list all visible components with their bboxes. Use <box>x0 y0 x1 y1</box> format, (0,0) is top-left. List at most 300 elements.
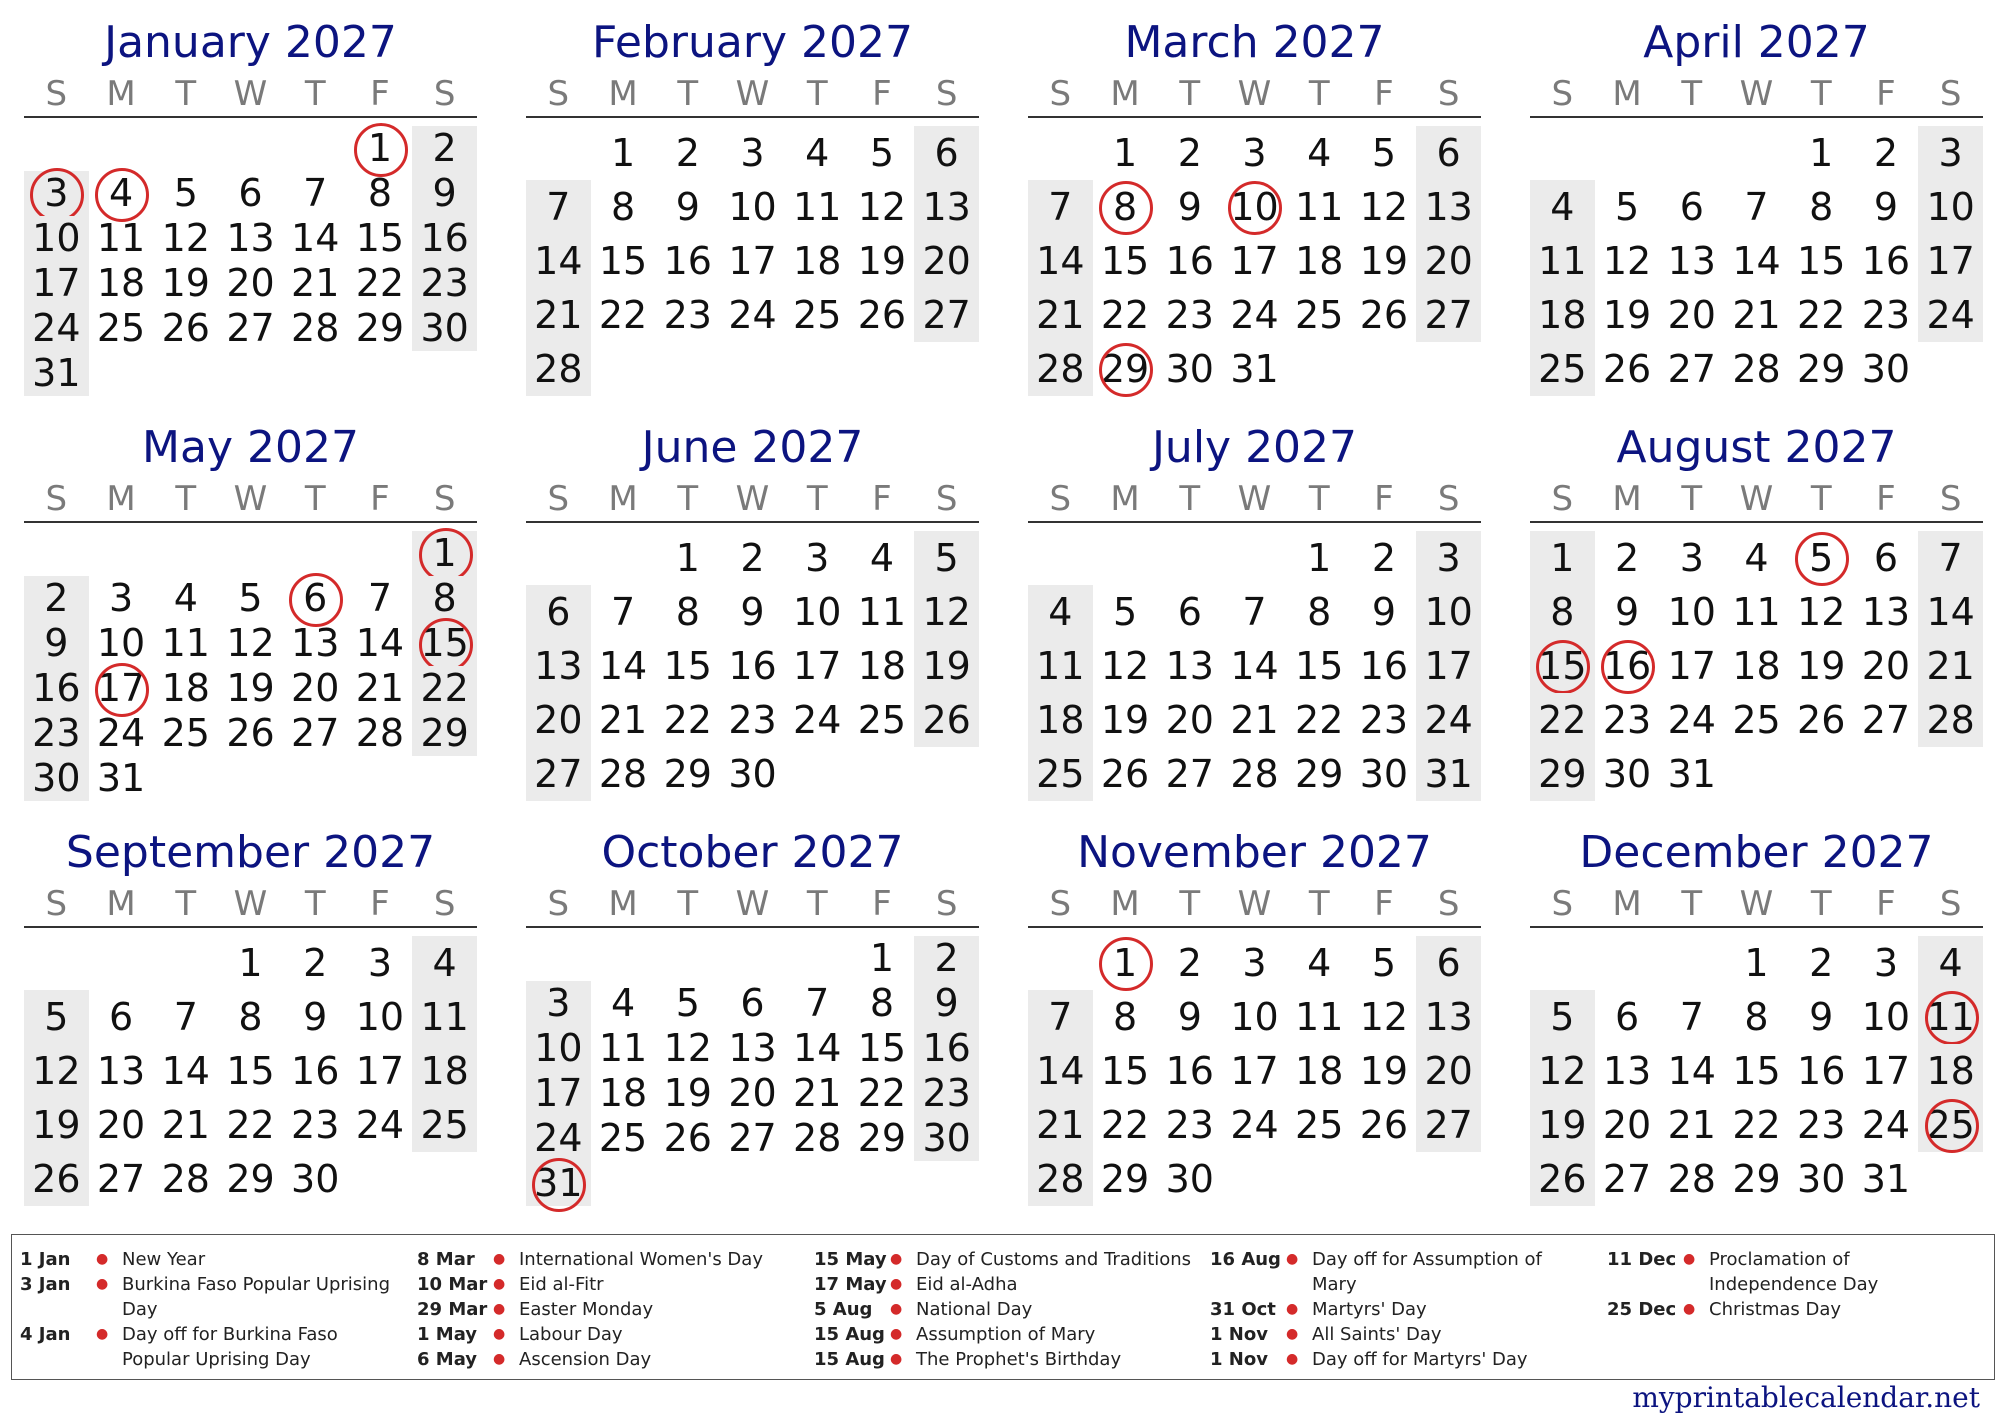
day-cell: 12 <box>226 621 275 665</box>
day-cell: 29 <box>857 1116 907 1160</box>
day-cell: 19 <box>1359 1049 1409 1093</box>
day-cell: 20 <box>1602 1103 1652 1147</box>
legend-column <box>1607 1247 1977 1322</box>
empty-cell <box>1416 1152 1481 1206</box>
month-title: August 2027 <box>1616 422 1897 473</box>
day-cell: 18 <box>793 239 842 283</box>
weekday-label: W <box>735 884 770 924</box>
empty-cell <box>850 342 915 396</box>
day-cell: 24 <box>728 293 777 337</box>
empty-cell <box>1595 936 1660 990</box>
day-cell: 21 <box>1732 293 1781 337</box>
day-cell: 29 <box>663 752 712 796</box>
day-cell: 25 <box>1295 293 1344 337</box>
day-cell: 8 <box>1307 590 1332 634</box>
day-cell: 15 <box>1295 644 1344 688</box>
empty-cell <box>785 747 850 801</box>
day-cell: 9 <box>914 981 979 1026</box>
weekday-label: M <box>1110 884 1140 924</box>
legend-holiday-name: Assumption of Mary <box>916 1324 1096 1345</box>
day-cell: 18 <box>161 666 210 710</box>
weekday-label: S <box>1437 479 1460 519</box>
day-cell: 14 <box>1028 1044 1093 1098</box>
empty-cell <box>283 756 348 801</box>
weekday-label: T <box>1308 479 1330 519</box>
holiday-day-cell: 3 <box>24 171 89 216</box>
legend-date: 15 May <box>814 1249 887 1270</box>
day-cell: 8 <box>869 981 895 1025</box>
day-cell: 9 <box>1371 590 1397 634</box>
month-title: March 2027 <box>1124 17 1385 68</box>
day-cell: 16 <box>1861 239 1911 283</box>
empty-cell <box>283 126 348 171</box>
empty-cell <box>24 531 89 576</box>
day-cell: 5 <box>1530 990 1595 1044</box>
day-cell: 7 <box>1679 995 1704 1039</box>
weekday-label: S <box>547 479 570 519</box>
empty-cell <box>1659 936 1724 990</box>
weekday-label: S <box>1551 74 1574 114</box>
day-cell: 27 <box>291 711 340 755</box>
day-cell: 24 <box>793 698 842 742</box>
day-cell: 14 <box>161 1049 210 1093</box>
day-cell: 21 <box>1028 1098 1093 1152</box>
day-cell: 1 <box>610 131 636 175</box>
day-cell: 15 <box>857 1026 907 1070</box>
weekday-label: T <box>304 884 326 924</box>
day-cell: 9 <box>1177 185 1202 229</box>
legend-item <box>417 1347 797 1372</box>
day-cell: 14 <box>793 1026 842 1070</box>
day-cell: 19 <box>1602 293 1652 337</box>
day-cell: 2 <box>1177 941 1202 985</box>
day-cell: 16 <box>412 216 477 261</box>
weekday-label: W <box>1237 74 1272 114</box>
month-title: May 2027 <box>142 422 359 473</box>
day-cell: 5 <box>24 990 89 1044</box>
day-cell: 13 <box>1416 180 1481 234</box>
day-cell: 13 <box>1165 644 1214 688</box>
day-cell: 12 <box>1530 1044 1595 1098</box>
day-cell: 25 <box>1530 342 1595 396</box>
day-cell: 13 <box>526 639 591 693</box>
weekday-label: W <box>233 74 268 114</box>
empty-cell <box>1352 342 1417 396</box>
day-cell: 13 <box>96 1049 146 1093</box>
day-cell: 1 <box>675 536 700 580</box>
day-cell: 6 <box>914 126 979 180</box>
weekday-label: T <box>304 74 326 114</box>
day-cell: 15 <box>1100 1049 1150 1093</box>
day-cell: 19 <box>1530 1098 1595 1152</box>
legend-holiday-name: Day of Customs and Traditions <box>916 1249 1192 1270</box>
day-cell: 22 <box>226 1103 275 1147</box>
legend-date: 6 May <box>417 1349 478 1370</box>
bullet-icon: ● <box>493 1301 506 1317</box>
day-cell: 15 <box>355 216 405 260</box>
weekday-label: F <box>872 74 892 114</box>
day-cell: 20 <box>1667 293 1716 337</box>
day-cell: 19 <box>226 666 275 710</box>
day-cell: 3 <box>108 576 134 620</box>
day-cell: 10 <box>355 995 405 1039</box>
day-cell: 6 <box>1416 936 1481 990</box>
weekday-label: T <box>677 74 699 114</box>
day-cell: 15 <box>1732 1049 1781 1093</box>
day-cell: 11 <box>412 990 477 1044</box>
day-cell: 29 <box>1797 347 1846 391</box>
day-cell: 11 <box>1732 590 1781 634</box>
day-cell: 15 <box>226 1049 275 1093</box>
weekday-header-row <box>1530 72 1983 118</box>
legend-date: 15 Aug <box>814 1349 885 1370</box>
day-grid <box>1028 936 1481 1206</box>
weekday-header-row <box>1530 882 1983 928</box>
day-cell: 11 <box>793 185 842 229</box>
weekday-header-row <box>526 72 979 118</box>
day-cell: 10 <box>96 621 146 665</box>
day-cell: 8 <box>238 995 263 1039</box>
day-cell: 27 <box>1861 698 1911 742</box>
empty-cell <box>914 747 979 801</box>
weekday-label: M <box>608 884 638 924</box>
day-cell: 9 <box>412 171 477 216</box>
day-cell: 27 <box>728 1116 777 1160</box>
day-cell: 6 <box>1614 995 1640 1039</box>
day-cell: 26 <box>914 693 979 747</box>
day-cell: 20 <box>1861 644 1911 688</box>
day-cell: 3 <box>1416 531 1481 585</box>
day-cell: 27 <box>914 288 979 342</box>
bullet-icon: ● <box>493 1276 506 1292</box>
day-cell: 24 <box>1667 698 1716 742</box>
day-cell: 4 <box>1744 536 1769 580</box>
day-cell: 21 <box>161 1103 210 1147</box>
month-title: September 2027 <box>65 827 436 878</box>
legend-date: 25 Dec <box>1607 1299 1677 1320</box>
legend-date: 8 Mar <box>417 1249 475 1270</box>
legend-holiday-name: Eid al-Adha <box>916 1274 1018 1295</box>
weekday-label: W <box>233 884 268 924</box>
day-cell: 27 <box>526 747 591 801</box>
day-cell: 17 <box>24 261 89 306</box>
legend-date: 15 Aug <box>814 1324 885 1345</box>
legend-holiday-name: All Saints' Day <box>1312 1324 1442 1345</box>
empty-cell <box>526 531 591 585</box>
weekday-label: T <box>677 479 699 519</box>
day-cell: 25 <box>1295 1103 1344 1147</box>
day-cell: 5 <box>675 981 700 1025</box>
weekday-header-row <box>24 882 477 928</box>
legend-item <box>417 1297 797 1322</box>
day-cell: 31 <box>1861 1157 1911 1201</box>
day-cell: 28 <box>1230 752 1279 796</box>
day-cell: 16 <box>24 666 89 711</box>
legend-item <box>20 1272 400 1322</box>
day-cell: 25 <box>857 698 907 742</box>
bullet-icon: ● <box>493 1251 506 1267</box>
day-cell: 6 <box>238 171 263 215</box>
day-cell: 12 <box>161 216 210 260</box>
legend-holiday-name: Christmas Day <box>1709 1299 1842 1320</box>
day-cell: 2 <box>1614 536 1640 580</box>
day-cell: 10 <box>793 590 842 634</box>
day-cell: 7 <box>610 590 636 634</box>
day-cell: 17 <box>728 239 777 283</box>
weekday-header-row <box>1028 477 1481 523</box>
day-cell: 13 <box>1416 990 1481 1044</box>
day-cell: 7 <box>1242 590 1267 634</box>
empty-cell <box>153 351 218 396</box>
day-cell: 20 <box>728 1071 777 1115</box>
weekday-label: F <box>872 479 892 519</box>
legend-holiday-name: Day off for Assumption of Mary <box>1312 1249 1542 1295</box>
day-cell: 14 <box>355 621 405 665</box>
day-cell: 21 <box>1918 639 1983 693</box>
day-cell: 29 <box>1530 747 1595 801</box>
holiday-day-cell: 5 <box>1789 531 1854 585</box>
legend-holiday-name: New Year <box>122 1249 206 1270</box>
bullet-icon: ● <box>890 1276 903 1292</box>
day-cell: 9 <box>1177 995 1202 1039</box>
legend-date: 1 May <box>417 1324 478 1345</box>
empty-cell <box>1595 126 1660 180</box>
weekday-label: T <box>1308 74 1330 114</box>
day-cell: 27 <box>96 1157 146 1201</box>
day-cell: 12 <box>857 185 907 229</box>
empty-cell <box>348 531 413 576</box>
holiday-day-cell: 6 <box>283 576 348 621</box>
day-cell: 24 <box>1230 1103 1279 1147</box>
day-cell: 25 <box>161 711 210 755</box>
day-cell: 16 <box>1797 1049 1846 1093</box>
day-cell: 27 <box>1416 288 1481 342</box>
empty-cell <box>1530 936 1595 990</box>
day-cell: 25 <box>1028 747 1093 801</box>
legend-holiday-name: Burkina Faso Popular Uprising Day <box>122 1274 391 1320</box>
day-cell: 18 <box>1918 1044 1983 1098</box>
day-cell: 5 <box>173 171 198 215</box>
day-cell: 22 <box>412 666 477 711</box>
day-cell: 5 <box>914 531 979 585</box>
day-cell: 29 <box>1295 752 1344 796</box>
legend-holiday-name: Labour Day <box>519 1324 623 1345</box>
day-cell: 8 <box>610 185 636 229</box>
legend-date: 1 Nov <box>1210 1349 1268 1370</box>
day-cell: 18 <box>1295 239 1344 283</box>
day-cell: 17 <box>526 1071 591 1116</box>
day-cell: 5 <box>1112 590 1138 634</box>
weekday-label: S <box>935 74 958 114</box>
legend-holiday-name: Martyrs' Day <box>1312 1299 1427 1320</box>
day-cell: 9 <box>675 185 700 229</box>
day-cell: 4 <box>412 936 477 990</box>
day-cell: 7 <box>173 995 198 1039</box>
day-cell: 19 <box>914 639 979 693</box>
day-cell: 22 <box>1797 293 1846 337</box>
day-cell: 7 <box>805 981 830 1025</box>
legend-date: 4 Jan <box>20 1324 71 1345</box>
day-cell: 13 <box>226 216 275 260</box>
holiday-day-cell: 15 <box>412 621 477 666</box>
weekday-header-row <box>526 882 979 928</box>
empty-cell <box>526 126 591 180</box>
day-cell: 26 <box>161 306 210 350</box>
day-cell: 25 <box>598 1116 648 1160</box>
empty-cell <box>153 936 218 990</box>
empty-cell <box>1028 126 1093 180</box>
day-cell: 30 <box>1602 752 1652 796</box>
day-cell: 30 <box>1359 752 1409 796</box>
day-cell: 9 <box>1809 995 1834 1039</box>
day-cell: 31 <box>1416 747 1481 801</box>
day-cell: 10 <box>526 1026 591 1071</box>
empty-cell <box>591 1161 656 1206</box>
month-title: December 2027 <box>1579 827 1934 878</box>
empty-cell <box>283 351 348 396</box>
weekday-label: F <box>1876 884 1896 924</box>
day-cell: 7 <box>303 171 328 215</box>
day-cell: 27 <box>1165 752 1214 796</box>
day-cell: 10 <box>1230 995 1279 1039</box>
empty-cell <box>1918 747 1983 801</box>
day-cell: 26 <box>663 1116 712 1160</box>
weekday-label: M <box>1612 884 1642 924</box>
month-title: October 2027 <box>601 827 904 878</box>
weekday-label: T <box>175 74 197 114</box>
holiday-legend <box>11 1234 1995 1380</box>
day-cell: 1 <box>1744 941 1769 985</box>
day-cell: 23 <box>24 711 89 756</box>
legend-item <box>1210 1247 1590 1297</box>
day-grid <box>24 126 477 396</box>
legend-date: 11 Dec <box>1607 1249 1677 1270</box>
day-cell: 4 <box>173 576 198 620</box>
month-5 <box>24 419 477 824</box>
empty-cell <box>1724 747 1789 801</box>
month-7 <box>1028 419 1481 824</box>
day-cell: 29 <box>1732 1157 1781 1201</box>
weekday-header-row <box>1028 72 1481 118</box>
day-cell: 30 <box>24 756 89 801</box>
day-cell: 15 <box>1797 239 1846 283</box>
day-cell: 18 <box>412 1044 477 1098</box>
month-title: June 2027 <box>641 422 864 473</box>
empty-cell <box>153 756 218 801</box>
empty-cell <box>412 756 477 801</box>
day-cell: 7 <box>1744 185 1769 229</box>
day-cell: 10 <box>1918 180 1983 234</box>
day-cell: 21 <box>793 1071 842 1115</box>
weekday-label: T <box>1681 884 1703 924</box>
weekday-header-row <box>24 477 477 523</box>
empty-cell <box>348 1152 413 1206</box>
day-cell: 13 <box>1602 1049 1652 1093</box>
day-cell: 8 <box>1809 185 1834 229</box>
weekday-label: S <box>1551 479 1574 519</box>
day-cell: 6 <box>1873 536 1899 580</box>
day-cell: 3 <box>1918 126 1983 180</box>
day-cell: 30 <box>412 306 477 351</box>
day-cell: 23 <box>1797 1103 1846 1147</box>
month-2 <box>526 14 979 419</box>
day-cell: 23 <box>1861 293 1911 337</box>
day-cell: 28 <box>161 1157 210 1201</box>
day-cell: 4 <box>805 131 830 175</box>
day-cell: 23 <box>291 1103 340 1147</box>
empty-cell <box>1724 126 1789 180</box>
legend-holiday-name: Day off for Martyrs' Day <box>1312 1349 1528 1370</box>
day-cell: 26 <box>1359 293 1409 337</box>
weekday-label: S <box>1551 884 1574 924</box>
empty-cell <box>1028 936 1093 990</box>
weekday-label: S <box>1437 884 1460 924</box>
weekday-label: W <box>1237 479 1272 519</box>
legend-date: 10 Mar <box>417 1274 488 1295</box>
month-title: April 2027 <box>1643 17 1870 68</box>
day-grid <box>24 936 477 1206</box>
day-cell: 19 <box>1797 644 1846 688</box>
weekday-label: S <box>45 74 68 114</box>
bullet-icon: ● <box>1683 1301 1696 1317</box>
day-cell: 23 <box>728 698 777 742</box>
legend-item <box>1210 1322 1590 1347</box>
legend-item <box>814 1297 1194 1322</box>
day-cell: 19 <box>663 1071 712 1115</box>
weekday-label: F <box>370 884 390 924</box>
day-cell: 19 <box>1100 698 1150 742</box>
holiday-day-cell: 1 <box>412 531 477 576</box>
day-cell: 20 <box>1416 1044 1481 1098</box>
empty-cell <box>850 1161 915 1206</box>
day-cell: 2 <box>1809 941 1834 985</box>
weekday-label: M <box>106 884 136 924</box>
site-watermark: myprintablecalendar.net <box>1632 1381 1980 1414</box>
day-cell: 26 <box>857 293 907 337</box>
legend-item <box>1607 1247 1977 1297</box>
bullet-icon: ● <box>96 1326 109 1342</box>
bullet-icon: ● <box>1286 1301 1299 1317</box>
legend-item <box>1210 1347 1590 1372</box>
weekday-label: M <box>608 74 638 114</box>
weekday-label: S <box>45 479 68 519</box>
weekday-label: T <box>1179 884 1201 924</box>
day-cell: 27 <box>1602 1157 1652 1201</box>
day-cell: 4 <box>1307 131 1332 175</box>
empty-cell <box>412 351 477 396</box>
day-cell: 6 <box>526 585 591 639</box>
legend-date: 17 May <box>814 1274 887 1295</box>
day-cell: 13 <box>1667 239 1716 283</box>
day-cell: 30 <box>914 1116 979 1161</box>
weekday-label: S <box>935 479 958 519</box>
day-cell: 3 <box>740 131 765 175</box>
day-cell: 20 <box>226 261 275 305</box>
day-cell: 30 <box>1165 1157 1214 1201</box>
day-cell: 26 <box>1797 698 1846 742</box>
empty-cell <box>1287 342 1352 396</box>
weekday-label: S <box>1939 884 1962 924</box>
day-cell: 30 <box>291 1157 340 1201</box>
day-cell: 22 <box>355 261 405 305</box>
day-cell: 1 <box>238 941 263 985</box>
day-cell: 23 <box>1359 698 1409 742</box>
day-cell: 26 <box>1100 752 1150 796</box>
day-cell: 24 <box>526 1116 591 1161</box>
weekday-label: F <box>1374 74 1394 114</box>
day-cell: 1 <box>1809 131 1834 175</box>
day-cell: 12 <box>663 1026 712 1070</box>
